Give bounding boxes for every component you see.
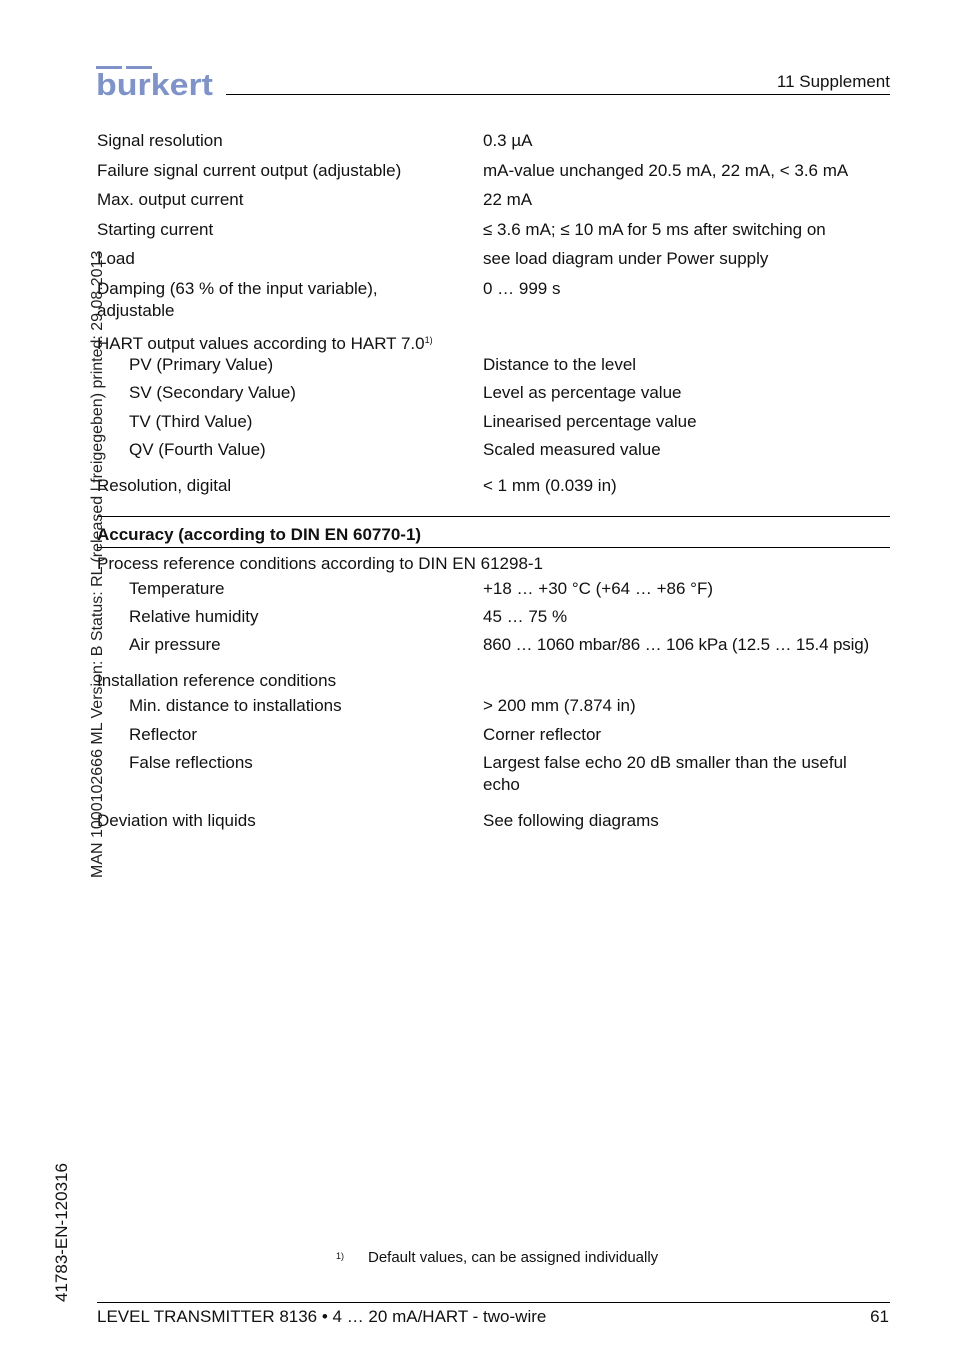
spec-value: +18 … +30 °C (+64 … +86 °F) [483,579,713,598]
spec-value: Largest false echo 20 dB smaller than the useful echo [483,753,847,794]
footnote-ref: 1) [424,335,433,345]
spec-label: Starting current [97,220,214,239]
spec-label: Reflector [129,725,198,744]
page-number: 61 [870,1307,889,1326]
release-stamp: MAN 1000102666 ML Version: B Status: RL (released | freigegeben) printed: 29.08.2013 [89,250,106,878]
spec-value: 860 … 1060 mbar/86 … 106 kPa (12.5 … 15.4 psig) [483,635,870,654]
spec-label: Deviation with liquids [97,811,256,830]
spec-label: False reflections [129,753,253,772]
spec-value: ≤ 3.6 mA; ≤ 10 mA for 5 ms after switching on [483,220,826,239]
spec-value: Distance to the level [483,355,637,374]
spec-value: > 200 mm (7.874 in) [483,696,636,715]
spec-label [97,329,433,355]
hart-label-text: HART output values according to HART 7.0 [97,334,425,353]
document-number: 41783-EN-120316 [52,1163,71,1302]
spec-label: Min. distance to installations [129,696,342,715]
footnote-text: Default values, can be assigned individually [368,1249,659,1266]
svg-text:burkert: burkert [96,67,213,98]
footnote-mark: 1) [336,1251,345,1261]
footer-title: LEVEL TRANSMITTER 8136 • 4 … 20 mA/HART - two-wire [97,1307,547,1326]
spec-value: 0 … 999 s [483,279,561,298]
section-rule [97,547,890,548]
spec-label: Load [97,249,135,268]
spec-label: Resolution, digital [97,476,232,495]
spec-label: Relative humidity [129,607,259,626]
spec-value: Level as percentage value [483,383,682,402]
spec-value: See following diagrams [483,811,659,830]
spec-label: Signal resolution [97,131,223,150]
spec-label: Failure signal current output (adjustable) [97,161,402,180]
spec-label: Process reference conditions according to DIN EN 61298-1 [97,554,544,573]
spec-value: Scaled measured value [483,440,661,459]
spec-value: Corner reflector [483,725,602,744]
section-title: Accuracy (according to DIN EN 60770-1) [97,525,422,544]
burkert-logo [96,66,214,98]
spec-value: < 1 mm (0.039 in) [483,476,617,495]
spec-label: Damping (63 % of the input variable), adjustable [97,279,378,320]
spec-label: Air pressure [129,635,221,654]
section-header: 11 Supplement [776,72,890,91]
spec-label: Temperature [129,579,225,598]
header-rule [226,94,890,95]
spec-label: Installation reference conditions [97,671,337,690]
spec-value: 45 … 75 % [483,607,568,626]
spec-label: TV (Third Value) [129,412,253,431]
spec-label: Max. output current [97,190,244,209]
spec-value: 22 mA [483,190,533,209]
spec-label: QV (Fourth Value) [129,440,266,459]
spec-value: mA-value unchanged 20.5 mA, 22 mA, < 3.6 mA [483,161,849,180]
spec-value: 0.3 µA [483,131,533,150]
spec-label: PV (Primary Value) [129,355,274,374]
spec-label: SV (Secondary Value) [129,383,296,402]
footer-rule [97,1302,890,1303]
spec-value: see load diagram under Power supply [483,249,769,268]
section-rule [97,516,890,517]
spec-value: Linearised percentage value [483,412,697,431]
